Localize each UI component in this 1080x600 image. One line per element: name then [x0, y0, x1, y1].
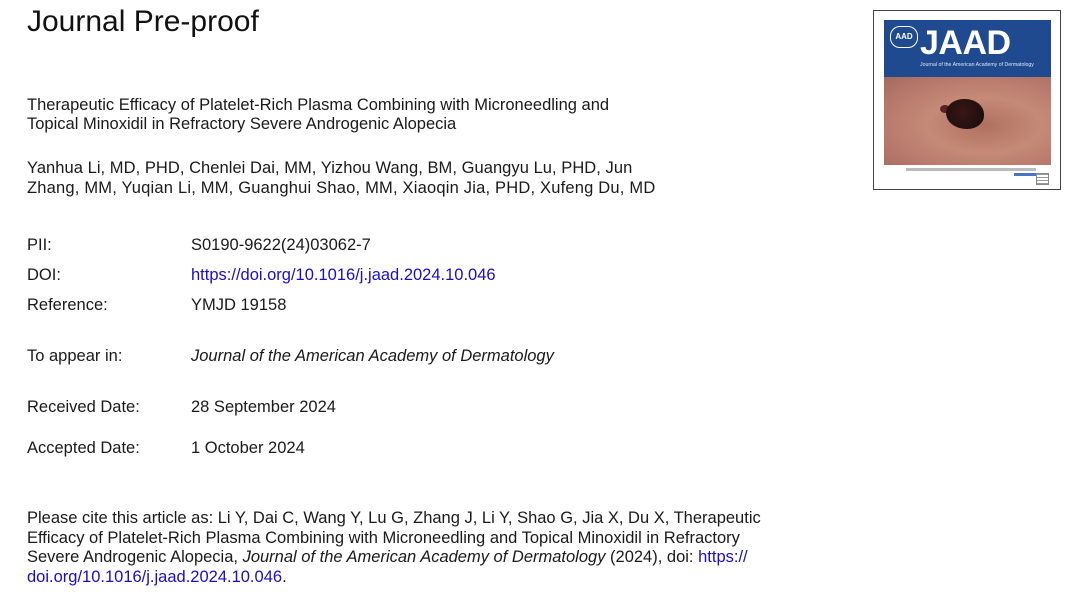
received-label: Received Date: [27, 398, 140, 416]
accepted-label: Accepted Date: [27, 439, 140, 457]
appear-journal: Journal of the American Academy of Dermatology [191, 347, 554, 365]
citation-line-1: Please cite this article as: Li Y, Dai C, Wang Y, Lu G, Zhang J, Li Y, Shao G, Jia X, Du X, Therapeutic [27, 509, 761, 527]
citation-title-end: Severe Androgenic Alopecia, [27, 548, 243, 566]
pii-label: PII: [27, 236, 52, 254]
reference-label: Reference: [27, 296, 108, 314]
cover-caption-line [906, 168, 1036, 171]
author-list [27, 158, 857, 198]
jaad-logo: JAAD [920, 24, 1011, 62]
article-title [27, 96, 847, 134]
elsevier-tree-icon [1036, 173, 1049, 185]
page-heading: Journal Pre-proof [27, 5, 259, 38]
pii-value: S0190-9622(24)03062-7 [191, 236, 371, 254]
citation-period: . [282, 567, 287, 586]
citation-line-3 [27, 548, 1057, 568]
citation-doi-link-start[interactable]: https:// [698, 548, 748, 566]
article-title-line-2: Topical Minoxidil in Refractory Severe Androgenic Alopecia [27, 115, 457, 133]
accepted-value: 1 October 2024 [191, 439, 305, 457]
aad-badge: AAD [890, 26, 918, 48]
doi-link[interactable]: https://doi.org/10.1016/j.jaad.2024.10.046 [191, 266, 496, 284]
lesion-image [946, 99, 984, 129]
journal-cover [873, 10, 1061, 190]
author-line-1: Yanhua Li, MD, PHD, Chenlei Dai, MM, Yizhou Wang, BM, Guangyu Lu, PHD, Jun [27, 159, 633, 177]
appear-label: To appear in: [27, 347, 123, 365]
reference-value: YMJD 19158 [191, 296, 287, 314]
citation-journal: Journal of the American Academy of Dermatology [242, 548, 606, 566]
cover-artwork [884, 20, 1051, 165]
received-value: 28 September 2024 [191, 398, 336, 416]
citation-block [27, 509, 1057, 587]
skin-photo [884, 77, 1051, 165]
citation-year: (2024), doi: [605, 548, 699, 566]
doi-label: DOI: [27, 266, 61, 284]
cover-masthead [884, 20, 1051, 77]
jaad-subtitle: Journal of the American Academy of Dermatology [920, 62, 1034, 68]
citation-line-2: Efficacy of Platelet-Rich Plasma Combining with Microneedling and Topical Minoxidil in Refractory [27, 528, 740, 547]
article-title-line-1: Therapeutic Efficacy of Platelet-Rich Plasma Combining with Microneedling and [27, 96, 610, 114]
citation-line-4 [27, 568, 1057, 588]
cover-caption-accent [1014, 173, 1036, 176]
author-line-2: Zhang, MM, Yuqian Li, MM, Guanghui Shao, MM, Xiaoqin Jia, PHD, Xufeng Du, MD [27, 179, 656, 197]
citation-doi-link-end[interactable]: doi.org/10.1016/j.jaad.2024.10.046 [27, 567, 283, 586]
